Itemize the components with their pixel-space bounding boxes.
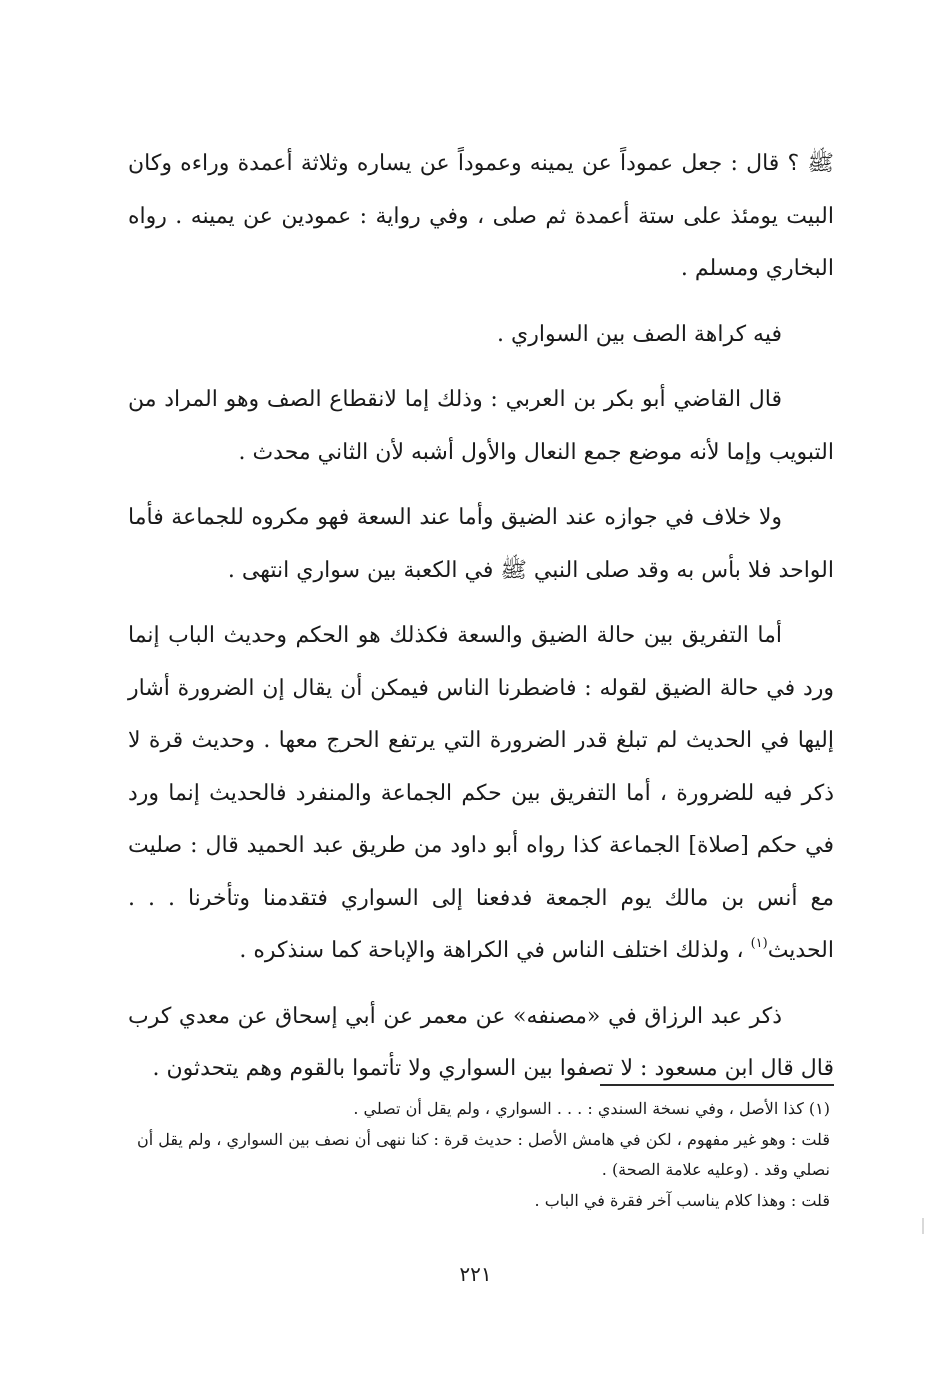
page-number: ٢٢١: [459, 1262, 492, 1286]
scan-mark: [922, 1218, 924, 1234]
paragraph-5: [128, 610, 834, 978]
paragraph-4-text: ولا خلاف في جوازه عند الضيق وأما عند السعة فهو مكروه للجماعة فأما الواحد فلا بأس به وقد صلى النبي ﷺ في الكعبة بين سواري انتهى .: [128, 505, 834, 583]
paragraph-5-text-after: ، ولذلك اختلف الناس في الكراهة والإباحة كما سنذكره .: [239, 938, 751, 963]
paragraph-3-text: قال القاضي أبو بكر بن العربي : وذلك إما لانقطاع الصف وهو المراد من التبويب وإما لأنه موضع جمع النعال والأول أشبه لأن الثاني محدث .: [128, 387, 834, 465]
main-text: [128, 138, 834, 1109]
footnote-reference[interactable]: (١): [750, 936, 768, 951]
footnotes: [128, 1094, 834, 1216]
footnote-divider: [600, 1084, 834, 1086]
footnote-1-note-a: قلت : وهو غير مفهوم ، لكن في هامش الأصل : حديث قرة : كنا ننهى أن نصف بين السواري ، ولم يقل أن نصلي وقد . (وعليه علامة الصحة) .: [136, 1129, 830, 1179]
paragraph-5-text-before: أما التفريق بين حالة الضيق والسعة فكذلك هو الحكم وحديث الباب إنما ورد في حالة الضيق لقوله : فاضطرنا الناس فيمكن أن يقال إن الضرورة أشار إليها في الحديث لم تبلغ قدر الضرورة التي يرتفع الحرج معها . وحديث قرة لا ذكر فيه للضرورة ، أما التفريق بين حكم الجماعة والمنفرد فالحديث إنما ورد في حكم [صلاة] الجماعة كذا رواه أبو داود من طريق عبد الحميد قال : صليت مع أنس بن مالك يوم الجمعة فدفعنا إلى السواري فتقدمنا وتأخرنا . . . الحديث: [128, 623, 834, 963]
footnote-1: (١) كذا الأصل ، وفي نسخة السندي : . . . السواري ، ولم يقل أن تصلي .: [353, 1099, 830, 1118]
footnote-1-note-b: قلت : وهذا كلام يناسب آخر فقرة في الباب .: [534, 1190, 830, 1210]
paragraph-6-text: ذكر عبد الرزاق في «مصنفه» عن معمر عن أبي إسحاق عن معدي كرب قال قال ابن مسعود : لا تصفوا بين السواري ولا تأتموا بالقوم وهم يتحدثون .: [128, 1003, 834, 1081]
paragraph-4: [128, 492, 834, 597]
paragraph-1: [128, 138, 834, 296]
paragraph-2-text: فيه كراهة الصف بين السواري .: [497, 321, 782, 347]
paragraph-1-text: ﷺ ؟ قال : جعل عموداً عن يمينه وعموداً عن يساره وثلاثة أعمدة وراءه وكان البيت يومئذ على ستة أعمدة ثم صلى ، وفي رواية : عمودين عن يمينه . رواه البخاري ومسلم .: [128, 151, 834, 281]
paragraph-6: [128, 991, 834, 1096]
paragraph-3: [128, 374, 834, 479]
paragraph-2: [128, 309, 834, 362]
